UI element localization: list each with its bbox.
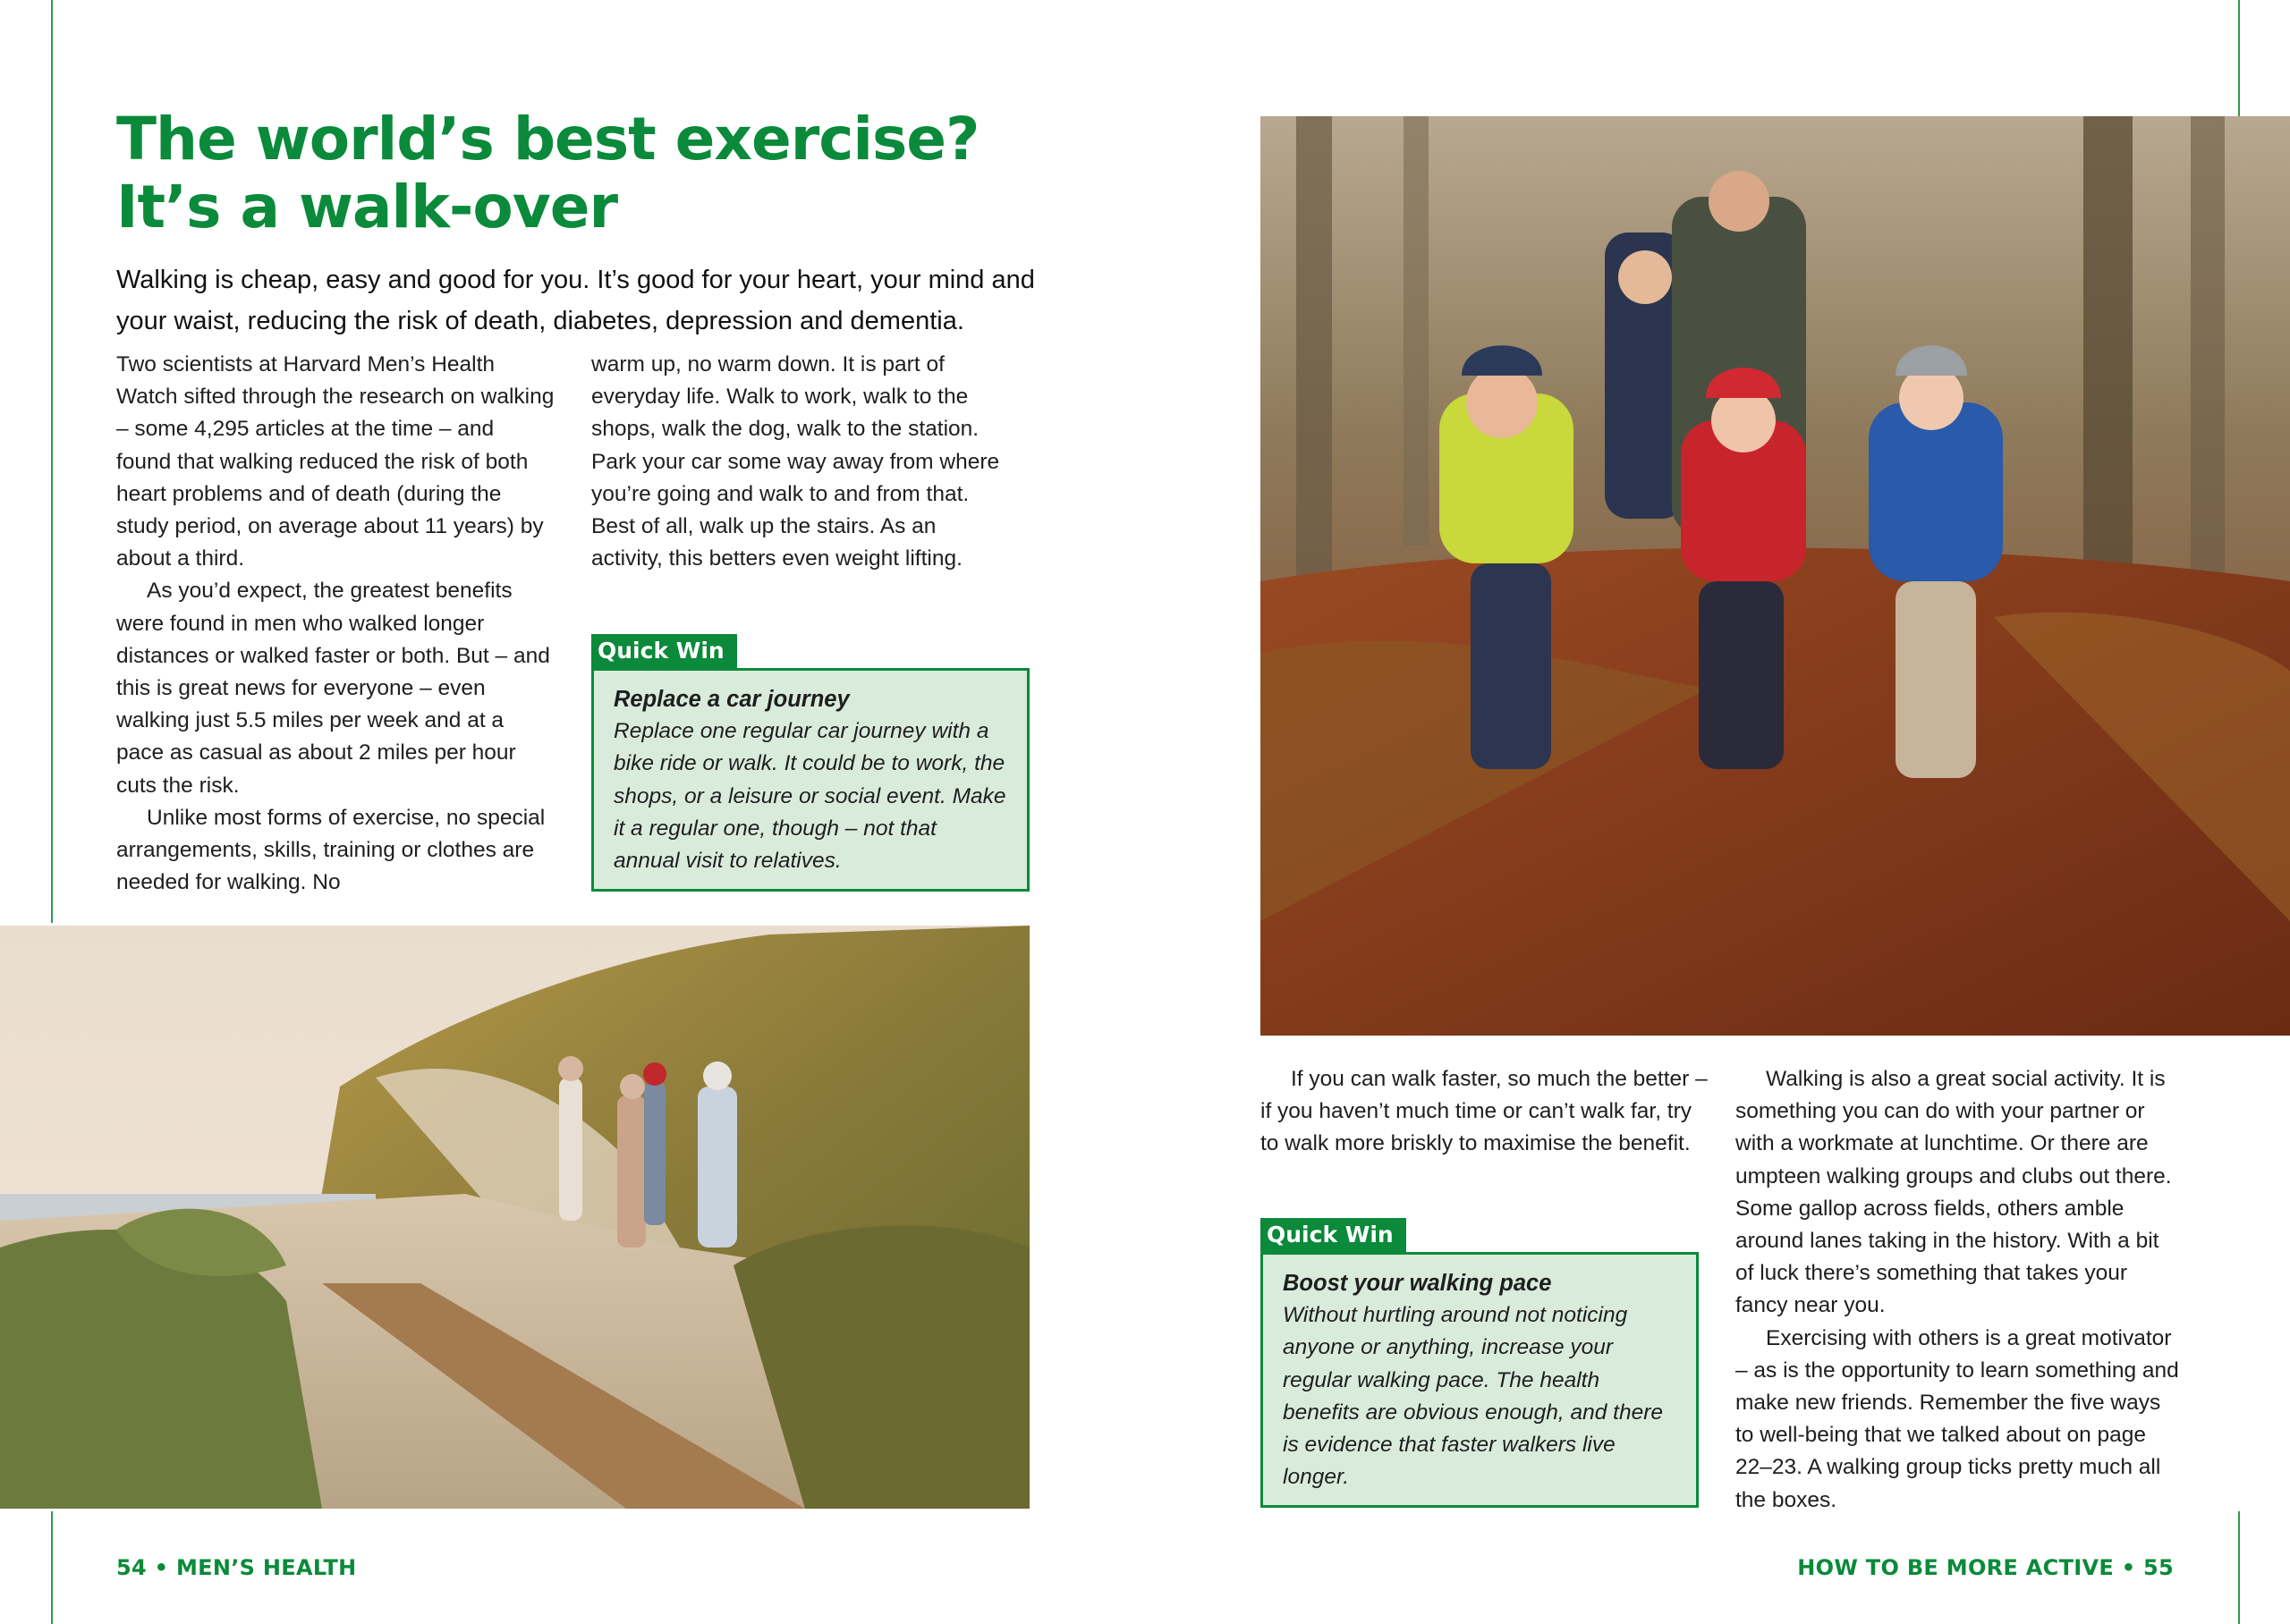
left-page-bottom-rule	[51, 1511, 53, 1624]
right-column-2	[1735, 1063, 2183, 1517]
quick-win-heading: Boost your walking pace	[1283, 1271, 1552, 1296]
paragraph: Walking is also a great social activity. It is something you can do with your partner or with a workmate at lunchtime. Or there are umpteen walking groups and clubs out there. Some gallop across fields, others amble around lanes taking in the history. With a bit of luck there’s something that takes your fancy near you.	[1735, 1067, 2172, 1318]
quick-win-box	[1260, 1252, 1699, 1508]
quick-win-tab: Quick Win	[1260, 1218, 1406, 1252]
autumn-woods-family-photo	[1260, 116, 2290, 1036]
quick-win-box	[591, 668, 1030, 892]
right-column-1	[1260, 1063, 1708, 1161]
paragraph: As you’d expect, the greatest benefits were found in men who walked longer distances or walked faster or both. But – and this is great news for everyone – even walking just 5.5 miles per week and at a pace as casual as about 2 miles per hour cuts the risk.	[116, 579, 550, 798]
quick-win-body: Replace one regular car journey with a bike ride or walk. It could be to work, the shops, or a leisure or social event. Make it a regular one, though – not that annual visit to relatives.	[614, 719, 1006, 874]
paragraph: Exercising with others is a great motivator – as is the opportunity to learn something and make new friends. Remember the five ways to well-being that we talked about on page 22–23. A walking group ticks pretty much all the boxes.	[1735, 1325, 2179, 1512]
beach-walk-photo	[0, 926, 1030, 1509]
quick-win-body: Without hurtling around not noticing anyone or anything, increase your regular walking pace. The health benefits are obvious enough, and there is evidence that faster walkers live longer.	[1283, 1303, 1663, 1490]
title-line-1: The world’s best exercise?	[116, 105, 980, 173]
right-folio: HOW TO BE MORE ACTIVE • 55	[1797, 1555, 2174, 1580]
paragraph: If you can walk faster, so much the better – if you haven’t much time or can’t walk far, try to walk more briskly to maximise the benefit.	[1260, 1067, 1708, 1156]
quick-win-heading: Replace a car journey	[614, 687, 850, 712]
right-page-bottom-rule	[2238, 1511, 2240, 1624]
paragraph: Unlike most forms of exercise, no special arrangements, skills, training or clothes are needed for walking. No	[116, 805, 546, 895]
right-page-top-rule	[2238, 0, 2240, 116]
standfirst: Walking is cheap, easy and good for you. It’s good for your heart, your mind and your waist, reducing the risk of death, diabetes, depression and dementia.	[116, 266, 1035, 335]
paragraph: Two scientists at Harvard Men’s Health Watch sifted through the research on walking – some 4,295 articles at the time – and found that walking reduced the risk of both heart problems and of death (during the study period, on average about 11 years) by about a third.	[116, 352, 555, 571]
left-column-1	[116, 349, 555, 899]
title-line-2: It’s a walk-over	[116, 173, 618, 241]
left-column-2	[591, 349, 1003, 575]
left-folio: 54 • MEN’S HEALTH	[116, 1555, 357, 1580]
paragraph: warm up, no warm down. It is part of everyday life. Walk to work, walk to the shops, walk the dog, walk to the station. Park your car some way away from where you’re going and walk to and from that. Best of all, walk up the stairs. As an activity, this betters even weight lifting.	[591, 352, 1000, 571]
page-title	[116, 106, 1011, 241]
quick-win-tab: Quick Win	[591, 634, 737, 668]
left-page-top-rule	[51, 0, 53, 923]
